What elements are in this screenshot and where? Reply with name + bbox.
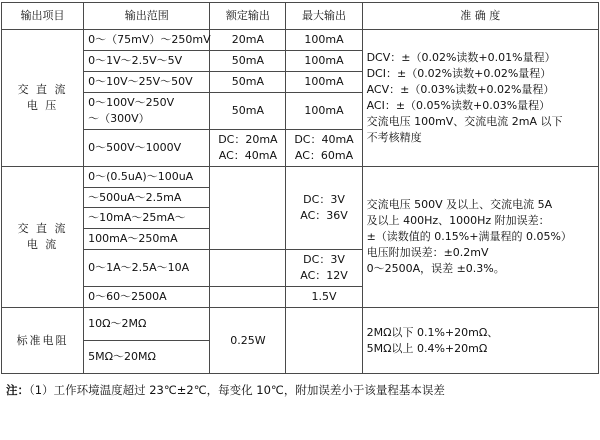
max-cell: 1.5V bbox=[286, 287, 362, 308]
table-header-row bbox=[2, 3, 599, 30]
footnote-text: （1）工作环境温度超过 23℃±2℃，每变化 10℃，附加误差小于该量程基本误差 bbox=[29, 383, 445, 398]
range-cell: 0～10V～25V～50V bbox=[84, 71, 210, 92]
range-cell: 10Ω～2MΩ bbox=[84, 308, 210, 341]
accuracy-line: ACI：±（0.05%读数+0.03%量程） bbox=[366, 98, 551, 112]
rated-cell: 50mA bbox=[210, 50, 286, 71]
range-cell: 0～(0.5uA)～100uA bbox=[84, 166, 210, 187]
table-row bbox=[2, 308, 599, 341]
spec-sheet bbox=[0, 2, 600, 440]
footnote-prefix: 注： bbox=[6, 383, 29, 398]
max-line: AC：12V bbox=[300, 269, 348, 283]
max-line: DC：40mA bbox=[294, 132, 354, 146]
accuracy-line: 2MΩ以下 0.1%+20mΩ、 bbox=[366, 325, 499, 339]
accuracy-line: 不考核精度 bbox=[366, 130, 422, 144]
max-cell: 100mA bbox=[286, 71, 362, 92]
range-cell: ～10mA～25mA～ bbox=[84, 208, 210, 229]
group-label-voltage: 交 直 流 电 压 bbox=[2, 30, 84, 167]
accuracy-line: ±（读数值的 0.15%+满量程的 0.05%） bbox=[366, 229, 572, 243]
accuracy-line: ACV：±（0.03%读数+0.02%量程） bbox=[366, 82, 555, 96]
header-output-item: 输出项目 bbox=[2, 3, 84, 30]
accuracy-cell-voltage bbox=[362, 30, 598, 167]
accuracy-line: DCI：±（0.02%读数+0.02%量程） bbox=[366, 66, 552, 80]
accuracy-line: 0～2500A，误差 ±0.3%。 bbox=[366, 261, 505, 275]
max-cell bbox=[286, 166, 362, 250]
range-cell: 5MΩ～20MΩ bbox=[84, 341, 210, 374]
max-cell bbox=[286, 250, 362, 287]
range-cell bbox=[84, 92, 210, 129]
accuracy-line: 交流电压 100mV、交流电流 2mA 以下 bbox=[366, 114, 563, 128]
range-cell: 0～1V～2.5V～5V bbox=[84, 50, 210, 71]
max-line: AC：60mA bbox=[294, 148, 354, 162]
max-line: AC：36V bbox=[300, 208, 348, 222]
rated-cell: 50mA bbox=[210, 92, 286, 129]
max-cell: 100mA bbox=[286, 92, 362, 129]
range-cell: ～500uA～2.5mA bbox=[84, 187, 210, 208]
header-accuracy: 准 确 度 bbox=[362, 3, 598, 30]
range-cell: 0～（75mV）～250mV bbox=[84, 30, 210, 51]
max-cell bbox=[286, 129, 362, 166]
group-label-resistance: 标准电阻 bbox=[2, 308, 84, 374]
rated-cell-empty bbox=[210, 250, 286, 287]
range-line: ～（300V） bbox=[88, 111, 150, 125]
header-rated-output: 额定输出 bbox=[210, 3, 286, 30]
header-output-range: 输出范围 bbox=[84, 3, 210, 30]
group-label-current: 交 直 流 电 流 bbox=[2, 166, 84, 308]
table-row bbox=[2, 166, 599, 187]
max-cell: 100mA bbox=[286, 30, 362, 51]
accuracy-line: 5MΩ以上 0.4%+20mΩ bbox=[366, 341, 488, 355]
max-line: DC：3V bbox=[303, 253, 345, 267]
rated-cell: 0.25W bbox=[210, 308, 286, 374]
rated-cell: 50mA bbox=[210, 71, 286, 92]
accuracy-line: 及以上 400Hz、1000Hz 附加误差： bbox=[366, 213, 550, 227]
accuracy-line: 电压附加误差：±0.2mV bbox=[366, 245, 489, 259]
range-cell: 0～1A～2.5A～10A bbox=[84, 250, 210, 287]
specification-table bbox=[1, 2, 599, 374]
range-line: 0～100V～250V bbox=[88, 95, 175, 109]
footnote bbox=[0, 374, 600, 399]
rated-cell: 20mA bbox=[210, 30, 286, 51]
accuracy-line: 交流电压 500V 及以上、交流电流 5A bbox=[366, 198, 553, 211]
rated-line: AC：40mA bbox=[218, 148, 278, 162]
accuracy-line: DCV：±（0.02%读数+0.01%量程） bbox=[366, 50, 556, 64]
accuracy-cell-current bbox=[362, 166, 598, 308]
rated-cell-empty bbox=[210, 166, 286, 250]
range-cell: 0～500V～1000V bbox=[84, 129, 210, 166]
accuracy-cell-resistance bbox=[362, 308, 598, 374]
header-max-output: 最大输出 bbox=[286, 3, 362, 30]
range-cell: 0～60～2500A bbox=[84, 287, 210, 308]
max-cell: 100mA bbox=[286, 50, 362, 71]
rated-line: DC：20mA bbox=[218, 132, 278, 146]
max-cell-empty bbox=[286, 308, 362, 374]
rated-cell-empty bbox=[210, 287, 286, 308]
rated-cell bbox=[210, 129, 286, 166]
table-row bbox=[2, 30, 599, 51]
range-cell: 100mA～250mA bbox=[84, 229, 210, 250]
max-line: DC：3V bbox=[303, 193, 345, 206]
